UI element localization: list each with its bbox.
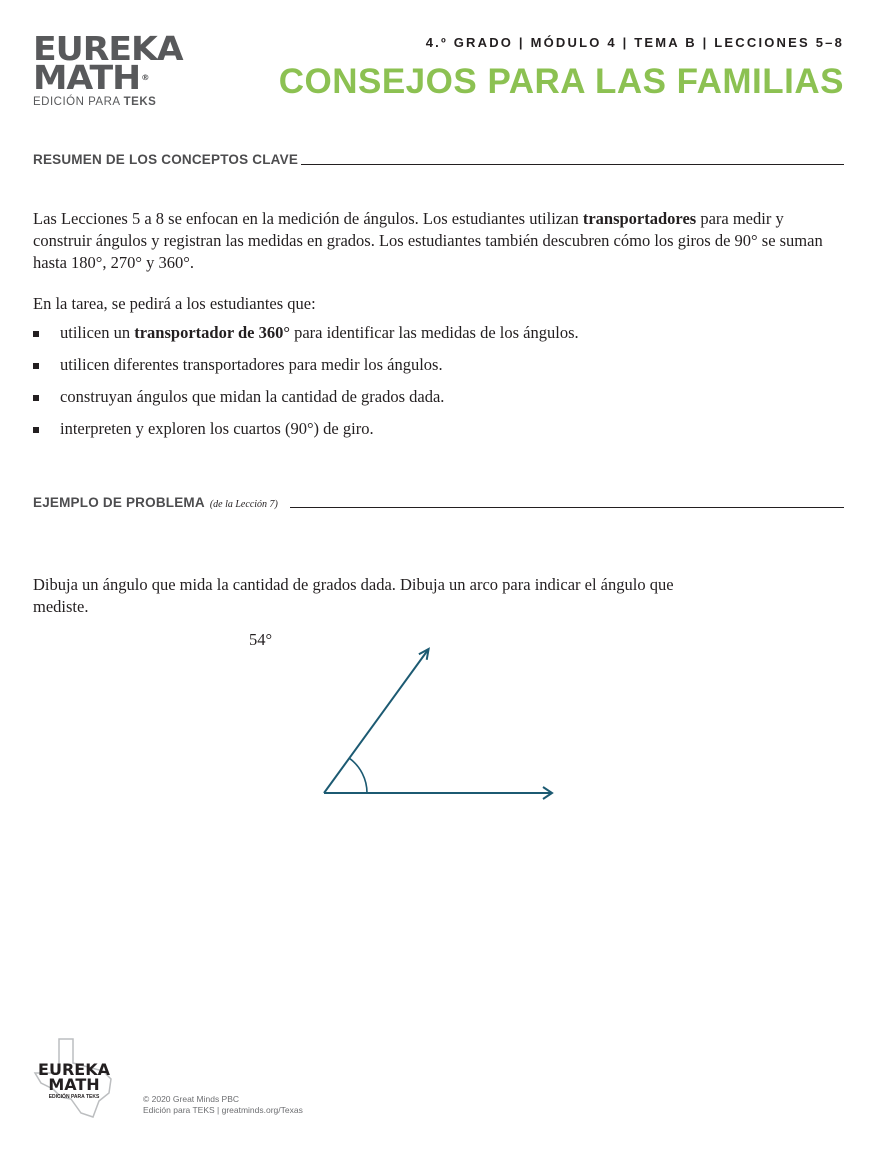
example-section-header [33,495,844,510]
logo-line-1: EUREKA [33,29,183,68]
bullet1-before: utilicen un [60,323,135,342]
homework-intro: En la tarea, se pedirá a los estudiantes que: [33,294,316,313]
angle-arc [349,758,367,793]
grade-module-info: 4.º GRADO | MÓDULO 4 | TEMA B | LECCIONES 5–8 [425,35,844,50]
summary-paragraph [33,208,843,274]
list-item [33,354,843,386]
example-divider [290,507,844,508]
logo-edition-bold: TEKS [123,96,157,108]
bullet-square-icon [33,331,39,337]
angle-ray-slanted [324,649,429,793]
eureka-math-logo [33,29,203,108]
bullet1-after: para identificar las medidas de los ángulos. [289,323,579,342]
footer-logo-line-1: EUREKA [38,1060,110,1079]
bullet-square-icon [33,363,39,369]
footer-logo-edition: EDICIÓN PARA TEKS [48,1094,100,1100]
copyright-line-1: © 2020 Great Minds PBC [143,1094,240,1104]
bullet4-text: interpreten y exploren los cuartos (90°) de giro. [60,419,374,438]
logo-edition-prefix: EDICIÓN PARA [33,96,124,108]
bullet-square-icon [33,427,39,433]
copyright-line-2: Edición para TEKS | greatminds.org/Texas [143,1105,303,1115]
summary-heading: RESUMEN DE LOS CONCEPTOS CLAVE [33,152,299,167]
logo-line-2-text: MATH [33,58,141,97]
example-heading: EJEMPLO DE PROBLEMA [33,495,205,510]
bullet1-bold: transportador de 360° [134,323,290,342]
copyright-notice [143,1094,303,1116]
example-source: (de la Lección 7) [209,499,278,510]
example-instruction: Dibuja un ángulo que mida la cantidad de grados dada. Dibuja un arco para indicar el ángulo que mediste. [33,575,674,616]
summary-section-header [33,152,844,167]
summary-p1-after: para medir y construir ángulos y registran las medidas en grados. Los estudiantes también descubren cómo los giros de 90° se suman hasta 180°, 270° y 360°. [33,209,823,272]
page-title: CONSEJOS PARA LAS FAMILIAS [278,62,844,101]
list-item [33,386,843,418]
footer-texas-logo [33,1037,115,1119]
logo-line-2 [33,58,211,97]
bullet2-text: utilicen diferentes transportadores para medir los ángulos. [60,355,443,374]
bullet-square-icon [33,395,39,401]
homework-list [33,322,843,450]
list-item [33,418,843,450]
bullet3-text: construyan ángulos que midan la cantidad de grados dada. [60,387,445,406]
angle-measure-label: 54° [249,630,273,649]
footer-logo-line-2: MATH [48,1075,100,1094]
summary-p1-bold: transportadores [582,209,697,228]
list-item [33,322,843,354]
registered-mark: ® [141,73,149,82]
logo-edition [33,96,203,108]
summary-p1-before: Las Lecciones 5 a 8 se enfocan en la medición de ángulos. Los estudiantes utilizan [33,209,583,228]
angle-diagram [300,640,570,810]
summary-divider [301,164,844,165]
